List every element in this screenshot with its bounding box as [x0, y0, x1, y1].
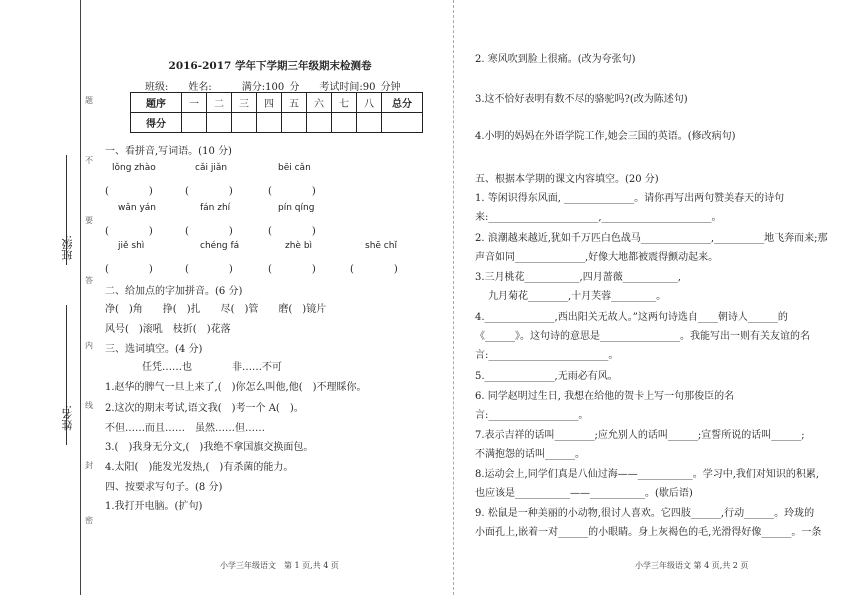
bind-char-4: 答	[85, 276, 93, 285]
fill-4a: 4.______________,西出阳关无故人。”这两句诗选自____朝诗人______的	[475, 312, 788, 323]
bind-char-3: 要	[85, 216, 93, 225]
score-cell[interactable]	[282, 113, 307, 133]
pinyin: jiě shì	[118, 241, 145, 251]
pinyin: cǎi jiǎn	[195, 163, 228, 173]
score-cell[interactable]	[207, 113, 232, 133]
score-header-cell: 三	[232, 93, 257, 113]
fill-1a: 1. 等闲识得东风面, ______________。请你再写出两句赞美春天的诗句	[475, 193, 785, 204]
fill-4b: 《______》。这句诗的意思是________________。我能写出一则有关友谊的名	[475, 331, 810, 342]
section-3-heading: 三、选词填空。(4 分)	[105, 344, 203, 355]
score-cell[interactable]	[307, 113, 332, 133]
pinyin: wǎn yán	[118, 203, 156, 213]
score-header-cell: 七	[332, 93, 357, 113]
answer-paren[interactable]: ( )	[268, 264, 316, 275]
bind-char-8: 密	[85, 516, 93, 525]
binding-margin	[0, 0, 100, 595]
score-row	[131, 113, 423, 133]
pinyin: zhè bì	[285, 241, 313, 251]
answer-paren[interactable]: ( )	[105, 186, 153, 197]
section-1-heading: 一、看拼音,写词语。(10 分)	[105, 146, 232, 157]
section-4-q1: 1.我打开电脑。(扩句)	[105, 501, 203, 512]
fill-3a: 3.三月桃花___________,四月蔷薇___________,	[475, 272, 681, 283]
fill-4c: 言:________________________。	[475, 350, 619, 361]
pinyin: pín qíng	[278, 203, 315, 213]
score-header-cell: 五	[282, 93, 307, 113]
section-5-heading: 五、根据本学期的课文内容填空。(20 分)	[475, 174, 659, 185]
exam-title: 2016-2017 学年下学期三年级期末检测卷	[168, 60, 372, 72]
bind-char-6: 线	[85, 401, 93, 410]
left-footer: 小学三年级语文 第 1 页,共 4 页	[220, 561, 339, 570]
answer-paren[interactable]: ( )	[268, 186, 316, 197]
score-cell[interactable]	[357, 113, 382, 133]
score-header-cell: 四	[257, 93, 282, 113]
fill-2a: 2. 浪潮越来越近,犹如千万匹白色战马______________,__________地飞奔而来;那	[475, 233, 828, 244]
bind-char-5: 内	[85, 341, 93, 350]
answer-paren[interactable]: ( )	[185, 186, 233, 197]
score-header-cell: 总分	[382, 93, 423, 113]
binding-line	[80, 0, 81, 595]
fill-8b: 也应该是___________——___________。(歇后语)	[475, 488, 693, 499]
fill-8a: 8.运动会上,同学们真是八仙过海——___________。学习中,我们对知识的积累,	[475, 469, 820, 480]
section-2-line-1: 净( )角 挣( )扎 尽( )管 磨( )镜片	[105, 304, 327, 315]
fill-5: 5.______________,无雨必有风。	[475, 371, 618, 382]
section-3-options-1: 任凭……也 非……不可	[142, 362, 282, 373]
fill-6a: 6. 同学赵明过生日, 我想在给他的贺卡上写一句那俊臣的名	[475, 391, 735, 402]
fill-2b: 声音如同______________,好像大地都被震得颤动起来。	[475, 252, 719, 263]
fill-1b: 来:______________________,______________________。	[475, 212, 722, 223]
fill-6b: 言:__________________。	[475, 410, 589, 421]
score-cell[interactable]	[232, 113, 257, 133]
score-cell[interactable]	[382, 113, 423, 133]
score-header-cell: 六	[307, 93, 332, 113]
section-3-q2: 2.这次的期末考试,语文我( )考一个 A( )。	[105, 403, 304, 414]
pinyin: chéng fá	[200, 241, 240, 251]
score-cell[interactable]	[182, 113, 207, 133]
score-row-label: 得分	[131, 113, 182, 133]
pinyin: bēi cǎn	[278, 163, 311, 173]
score-header-row	[131, 93, 423, 113]
section-3-q3: 3.( )我身无分文,( )我绝不拿国旗交换面包。	[105, 442, 314, 453]
answer-paren[interactable]: ( )	[268, 226, 316, 237]
score-header-cell: 八	[357, 93, 382, 113]
answer-paren[interactable]: ( )	[185, 226, 233, 237]
left-page	[100, 0, 440, 595]
right-page	[470, 0, 828, 595]
exam-info: 班级: 姓名: 满分:100 分 考试时间:90 分钟	[145, 82, 401, 93]
class-label: 班级:	[61, 235, 74, 261]
pinyin: fán zhí	[200, 203, 231, 213]
fill-9a: 9. 松鼠是一种美丽的小动物,很讨人喜欢。它四肢______,行动______。玲珑的	[475, 508, 815, 519]
bind-char-2: 不	[85, 156, 93, 165]
section-4-heading: 四、按要求写句子。(8 分)	[105, 482, 223, 493]
right-footer: 小学三年级语文 第 4 页,共 2 页	[635, 561, 749, 570]
score-header-cell: 题序	[131, 93, 182, 113]
section-4-q3: 3.这不恰好表明有数不尽的骆驼吗?(改为陈述句)	[475, 94, 688, 105]
answer-paren[interactable]: ( )	[105, 264, 153, 275]
section-2-heading: 二、给加点的字加拼音。(6 分)	[105, 286, 243, 297]
section-3-q1: 1.赵华的脾气一旦上来了,( )你怎么叫他,他( )不理睬你。	[105, 382, 367, 393]
answer-paren[interactable]: ( )	[105, 226, 153, 237]
section-4-q4: 4.小明的妈妈在外语学院工作,她会三国的英语。(修改病句)	[475, 131, 736, 142]
score-cell[interactable]	[257, 113, 282, 133]
fill-7a: 7.表示吉祥的话叫________;应允别人的话叫______;宣誓所说的话叫______;	[475, 430, 805, 441]
name-label: 姓名:	[61, 405, 74, 431]
score-header-cell: 二	[207, 93, 232, 113]
score-table	[130, 92, 423, 133]
answer-paren[interactable]: ( )	[185, 264, 233, 275]
section-3-q4: 4.太阳( )能发光发热,( )有杀菌的能力。	[105, 462, 294, 473]
score-cell[interactable]	[332, 113, 357, 133]
fill-9b: 小面孔上,嵌着一对______的小眼睛。身上灰褐色的毛,光滑得好像______。一条	[475, 527, 822, 538]
section-4-q2: 2. 寒风吹到脸上很痛。(改为夸张句)	[475, 54, 636, 65]
bind-char-7: 封	[85, 461, 93, 470]
section-3-options-2: 不但……而且…… 虽然……但……	[105, 423, 265, 434]
pinyin: lǒng zhào	[112, 163, 156, 173]
section-2-line-2: 风号( )滚吼 枝折( )花落	[105, 324, 231, 335]
fill-3b: 九月菊花________,十月芙蓉_________。	[488, 291, 667, 302]
page-divider	[453, 0, 455, 595]
score-header-cell: 一	[182, 93, 207, 113]
pinyin: shē chǐ	[365, 241, 397, 251]
fill-7b: 不满抱怨的话叫______。	[475, 449, 585, 460]
answer-paren[interactable]: ( )	[350, 264, 398, 275]
bind-char-1: 题	[85, 96, 93, 105]
